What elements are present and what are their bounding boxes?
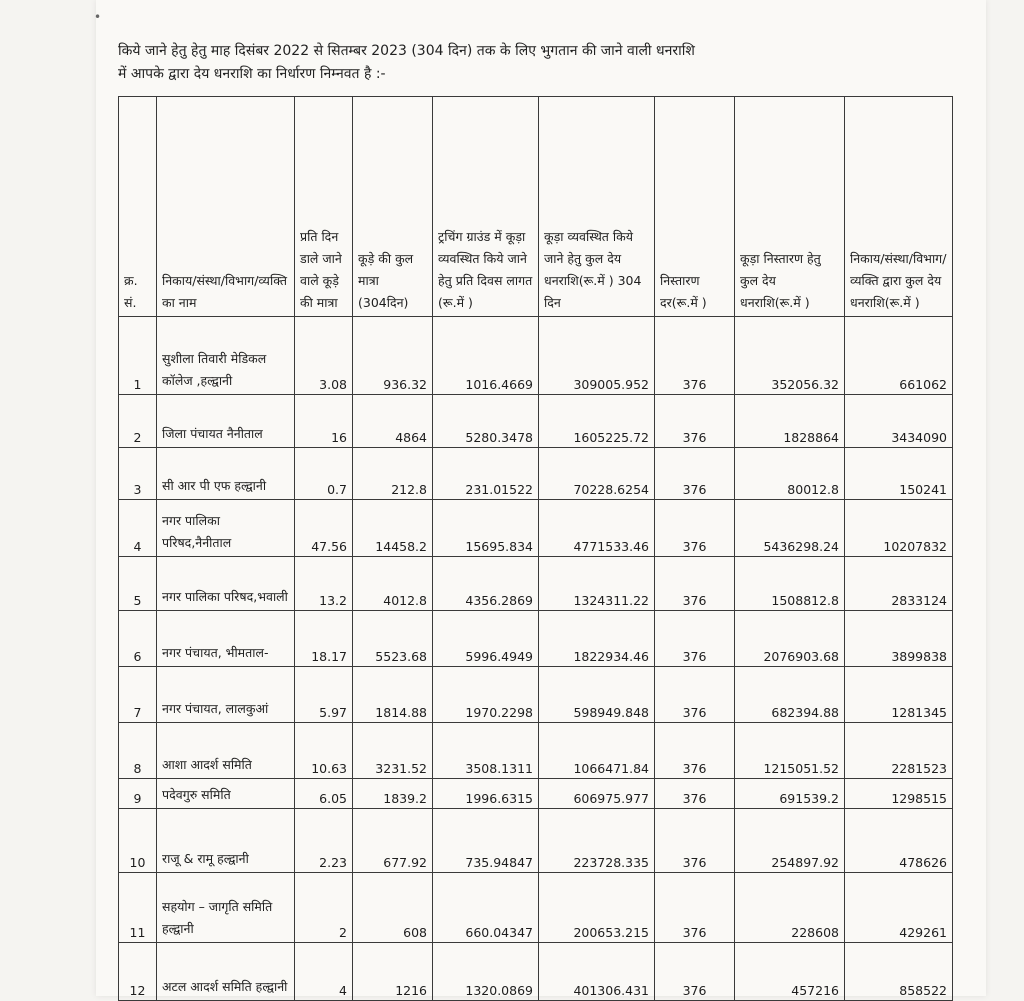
cell-serial: 3 — [119, 448, 157, 500]
header-serial: क्र. सं. — [119, 97, 157, 317]
cell-daily-qty: 3.08 — [295, 317, 353, 395]
cell-total-arrangement: 606975.977 — [539, 779, 655, 809]
cell-total-arrangement: 223728.335 — [539, 809, 655, 873]
cell-total-arrangement: 1822934.46 — [539, 611, 655, 667]
cell-daily-qty: 2.23 — [295, 809, 353, 873]
cell-daily-cost: 1016.4669 — [433, 317, 539, 395]
cell-name: नगर पालिका परिषद,भवाली — [157, 557, 295, 611]
cell-name: आशा आदर्श समिति — [157, 723, 295, 779]
cell-rate: 376 — [655, 779, 735, 809]
cell-daily-cost: 1320.0869 — [433, 943, 539, 1001]
cell-daily-cost: 735.94847 — [433, 809, 539, 873]
cell-rate: 376 — [655, 723, 735, 779]
table-row — [119, 500, 953, 557]
cell-daily-qty: 0.7 — [295, 448, 353, 500]
cell-total-payable: 661062 — [845, 317, 953, 395]
cell-daily-qty: 2 — [295, 873, 353, 943]
cell-rate: 376 — [655, 317, 735, 395]
cell-serial: 1 — [119, 317, 157, 395]
cell-daily-cost: 660.04347 — [433, 873, 539, 943]
table-row — [119, 873, 953, 943]
cell-disposal-amount: 691539.2 — [735, 779, 845, 809]
cell-total-payable: 3899838 — [845, 611, 953, 667]
cell-total-qty: 3231.52 — [353, 723, 433, 779]
cell-rate: 376 — [655, 557, 735, 611]
cell-rate: 376 — [655, 667, 735, 723]
cell-serial: 4 — [119, 500, 157, 557]
cell-serial: 11 — [119, 873, 157, 943]
cell-total-arrangement: 401306.431 — [539, 943, 655, 1001]
cell-daily-qty: 16 — [295, 395, 353, 448]
cell-disposal-amount: 457216 — [735, 943, 845, 1001]
cell-disposal-amount: 254897.92 — [735, 809, 845, 873]
header-rate: निस्तारण दर(रू.में ) — [655, 97, 735, 317]
cell-serial: 8 — [119, 723, 157, 779]
cell-daily-cost: 1996.6315 — [433, 779, 539, 809]
cell-name: पदेवगुरु समिति — [157, 779, 295, 809]
intro-line-2: में आपके द्वारा देय धनराशि का निर्धारण निम्नवत है :- — [118, 66, 386, 82]
intro-paragraph — [118, 40, 948, 86]
header-disposal-amount: कूड़ा निस्तारण हेतु कुल देय धनराशि(रू.में ) — [735, 97, 845, 317]
cell-daily-qty: 5.97 — [295, 667, 353, 723]
intro-line-1: किये जाने हेतु हेतु माह दिसंबर 2022 से सितम्बर 2023 (304 दिन) तक के लिए भुगतान की जाने वाली धनराशि — [118, 43, 695, 59]
cell-daily-qty: 13.2 — [295, 557, 353, 611]
table-row — [119, 448, 953, 500]
table-row — [119, 809, 953, 873]
cell-rate: 376 — [655, 448, 735, 500]
cell-serial: 6 — [119, 611, 157, 667]
table-row — [119, 943, 953, 1001]
speck: • — [94, 10, 102, 24]
table-row — [119, 395, 953, 448]
table-row — [119, 667, 953, 723]
cell-total-qty: 1814.88 — [353, 667, 433, 723]
header-daily-qty: प्रति दिन डाले जाने वाले कूड़े की मात्रा — [295, 97, 353, 317]
cell-total-qty: 608 — [353, 873, 433, 943]
cell-daily-cost: 1970.2298 — [433, 667, 539, 723]
cell-rate: 376 — [655, 500, 735, 557]
header-name: निकाय/संस्था/विभाग/व्यक्ति का नाम — [157, 97, 295, 317]
cell-daily-cost: 3508.1311 — [433, 723, 539, 779]
cell-total-payable: 2281523 — [845, 723, 953, 779]
cell-name: नगर पालिका परिषद,नैनीताल — [157, 500, 295, 557]
cell-rate: 376 — [655, 943, 735, 1001]
cell-disposal-amount: 5436298.24 — [735, 500, 845, 557]
cell-disposal-amount: 682394.88 — [735, 667, 845, 723]
cell-name: जिला पंचायत नैनीताल — [157, 395, 295, 448]
cell-total-payable: 3434090 — [845, 395, 953, 448]
cell-total-payable: 1298515 — [845, 779, 953, 809]
header-daily-cost: ट्रचिंग ग्राउंड में कूड़ा व्यवस्थित किये जाने हेतु प्रति दिवस लागत (रू.में ) — [433, 97, 539, 317]
payment-table — [118, 96, 953, 1001]
table-row — [119, 317, 953, 395]
cell-rate: 376 — [655, 809, 735, 873]
cell-total-arrangement: 1066471.84 — [539, 723, 655, 779]
cell-name: सी आर पी एफ हल्द्वानी — [157, 448, 295, 500]
cell-total-payable: 1281345 — [845, 667, 953, 723]
cell-disposal-amount: 80012.8 — [735, 448, 845, 500]
cell-name: राजू & रामू हल्द्वानी — [157, 809, 295, 873]
cell-disposal-amount: 1828864 — [735, 395, 845, 448]
cell-total-qty: 5523.68 — [353, 611, 433, 667]
cell-total-payable: 10207832 — [845, 500, 953, 557]
table-row — [119, 779, 953, 809]
cell-total-qty: 4012.8 — [353, 557, 433, 611]
cell-daily-qty: 4 — [295, 943, 353, 1001]
cell-total-arrangement: 1605225.72 — [539, 395, 655, 448]
cell-total-arrangement: 1324311.22 — [539, 557, 655, 611]
cell-name: सुशीला तिवारी मेडिकल कॉलेज ,हल्द्वानी — [157, 317, 295, 395]
table-row — [119, 557, 953, 611]
cell-disposal-amount: 1215051.52 — [735, 723, 845, 779]
cell-daily-cost: 231.01522 — [433, 448, 539, 500]
cell-serial: 2 — [119, 395, 157, 448]
cell-daily-cost: 5996.4949 — [433, 611, 539, 667]
cell-disposal-amount: 228608 — [735, 873, 845, 943]
cell-total-arrangement: 598949.848 — [539, 667, 655, 723]
cell-daily-qty: 18.17 — [295, 611, 353, 667]
cell-disposal-amount: 352056.32 — [735, 317, 845, 395]
cell-total-payable: 150241 — [845, 448, 953, 500]
cell-name: नगर पंचायत, भीमताल- — [157, 611, 295, 667]
cell-rate: 376 — [655, 395, 735, 448]
cell-daily-cost: 5280.3478 — [433, 395, 539, 448]
cell-total-qty: 936.32 — [353, 317, 433, 395]
cell-rate: 376 — [655, 611, 735, 667]
table-row — [119, 611, 953, 667]
cell-total-arrangement: 70228.6254 — [539, 448, 655, 500]
cell-name: नगर पंचायत, लालकुआं — [157, 667, 295, 723]
header-total-arrangement: कूड़ा व्यवस्थित किये जाने हेतु कुल देय धनराशि(रू.में ) 304 दिन — [539, 97, 655, 317]
cell-name: अटल आदर्श समिति हल्द्वानी — [157, 943, 295, 1001]
cell-serial: 10 — [119, 809, 157, 873]
header-row — [119, 97, 953, 317]
cell-total-qty: 1839.2 — [353, 779, 433, 809]
header-total-qty: कूड़े की कुल मात्रा (304दिन) — [353, 97, 433, 317]
cell-daily-qty: 10.63 — [295, 723, 353, 779]
cell-daily-cost: 15695.834 — [433, 500, 539, 557]
cell-total-arrangement: 200653.215 — [539, 873, 655, 943]
cell-total-arrangement: 4771533.46 — [539, 500, 655, 557]
cell-serial: 7 — [119, 667, 157, 723]
cell-total-qty: 14458.2 — [353, 500, 433, 557]
table-row — [119, 723, 953, 779]
cell-total-arrangement: 309005.952 — [539, 317, 655, 395]
header-total-payable: निकाय/संस्था/विभाग/व्यक्ति द्वारा कुल देय धनराशि(रू.में ) — [845, 97, 953, 317]
cell-name: सहयोग – जागृति समिति हल्द्वानी — [157, 873, 295, 943]
cell-disposal-amount: 2076903.68 — [735, 611, 845, 667]
cell-total-payable: 478626 — [845, 809, 953, 873]
cell-total-payable: 2833124 — [845, 557, 953, 611]
cell-daily-qty: 6.05 — [295, 779, 353, 809]
cell-serial: 12 — [119, 943, 157, 1001]
cell-total-qty: 1216 — [353, 943, 433, 1001]
cell-serial: 9 — [119, 779, 157, 809]
cell-serial: 5 — [119, 557, 157, 611]
cell-disposal-amount: 1508812.8 — [735, 557, 845, 611]
cell-total-payable: 858522 — [845, 943, 953, 1001]
cell-total-qty: 212.8 — [353, 448, 433, 500]
cell-total-payable: 429261 — [845, 873, 953, 943]
cell-rate: 376 — [655, 873, 735, 943]
cell-total-qty: 4864 — [353, 395, 433, 448]
cell-daily-cost: 4356.2869 — [433, 557, 539, 611]
cell-daily-qty: 47.56 — [295, 500, 353, 557]
cell-total-qty: 677.92 — [353, 809, 433, 873]
